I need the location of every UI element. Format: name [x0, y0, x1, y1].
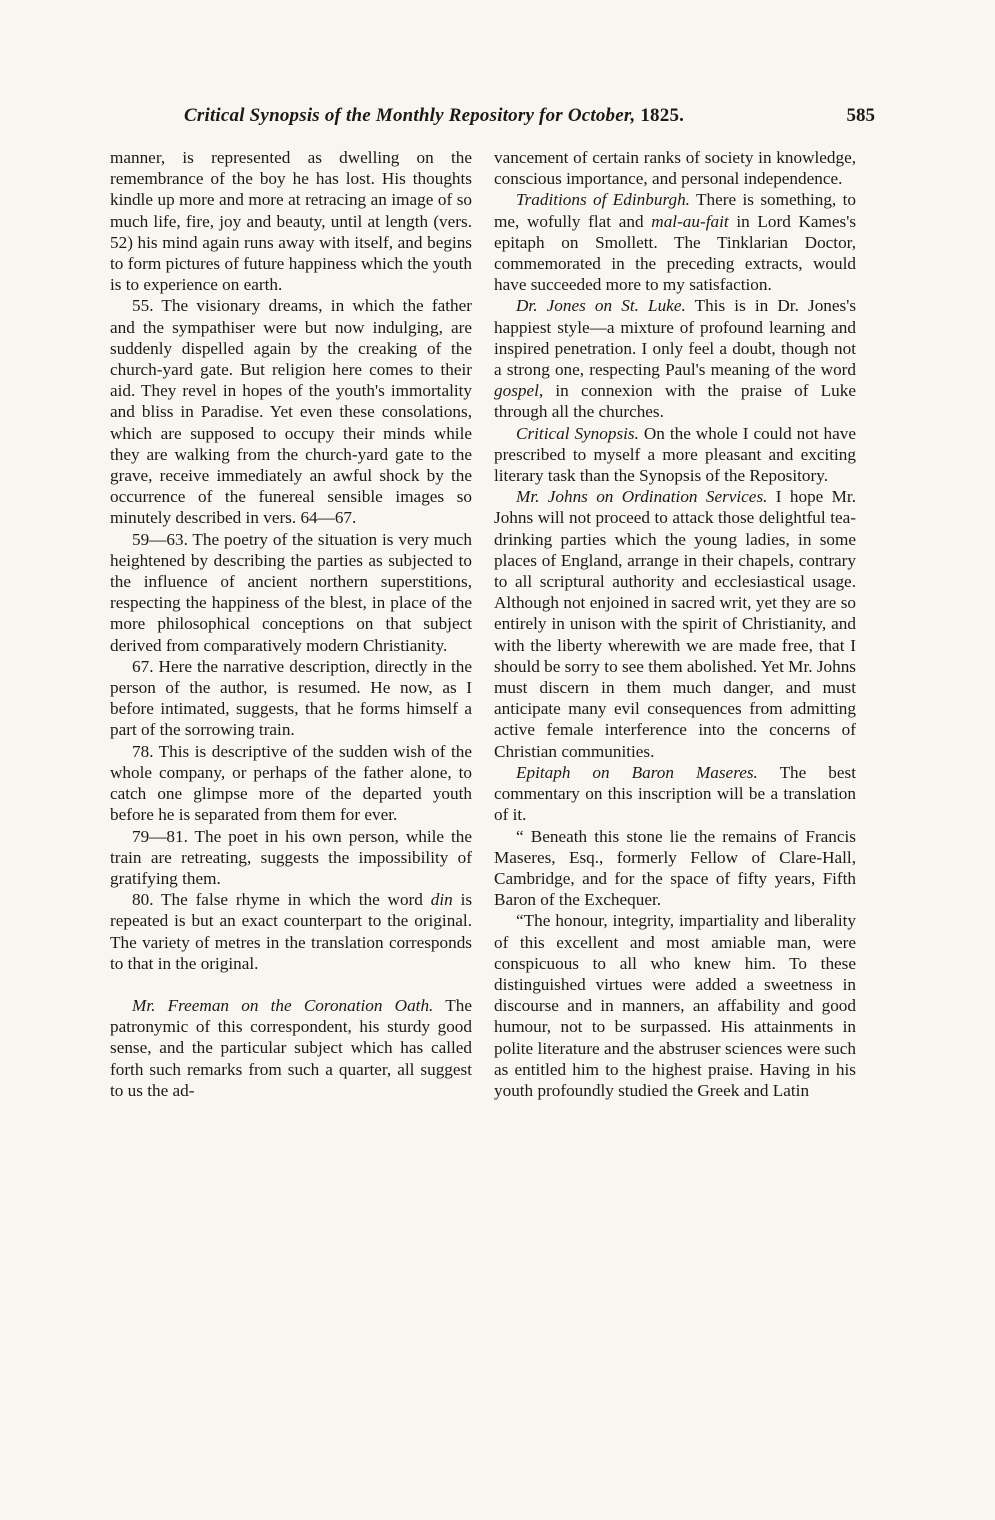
- paragraph: [494, 189, 856, 295]
- paragraph: [494, 295, 856, 422]
- right-column: [494, 147, 856, 1101]
- paragraph: 59—63. The poetry of the situation is very much heightened by describing the parties as subjected to the influence of ancient northern superstitions, respecting the happiness of the blest, in place of the more philosophical conceptions on that subject derived from comparatively modern Christianity.: [110, 529, 472, 655]
- paragraph: [494, 762, 856, 826]
- paragraph: 79—81. The poet in his own person, while the train are retreating, suggests the impossibility of gratifying them.: [110, 826, 472, 888]
- italic-word: mal-au-fait: [651, 211, 729, 231]
- running-title-year: 1825.: [640, 105, 685, 126]
- section-heading: Mr. Freeman on the Coronation Oath.: [132, 995, 434, 1015]
- running-title: [184, 105, 684, 127]
- running-title-text: Critical Synopsis of the Monthly Repository for October,: [184, 105, 636, 126]
- section-heading: Epitaph on Baron Maseres.: [516, 762, 758, 782]
- paragraph: 78. This is descriptive of the sudden wish of the whole company, or perhaps of the father alone, to catch one glimpse more of the departed youth before he is separated from them for ever.: [110, 741, 472, 825]
- left-column: [110, 147, 472, 1101]
- paragraph: “ Beneath this stone lie the remains of Francis Maseres, Esq., formerly Fellow of Clare-Hall, Cambridge, and for the space of fifty years, Fifth Baron of the Exchequer.: [494, 826, 856, 910]
- paragraph: [494, 423, 856, 487]
- text-run: I hope Mr. Johns will not proceed to attack those delightful tea-drinking parties which the young ladies, in some places of England, arrange in their chapels, contrary to all scriptural authority and ecclesiastical usage. Although not enjoined in sacred writ, yet they are so entirely in unison with the spirit of Christianity, and with the liberty wherewith we are made free, that I should be sorry to see them abolished. Yet Mr. Johns must discern in them much danger, and must anticipate many evil consequences from admitting active female interference into the concerns of Christian communities.: [494, 487, 856, 761]
- section-heading: Dr. Jones on St. Luke.: [516, 296, 686, 316]
- italic-word: din: [430, 890, 453, 910]
- section-heading: Mr. Johns on Ordination Services.: [516, 487, 768, 507]
- italic-word: gospel,: [494, 381, 544, 401]
- paragraph: [494, 486, 856, 762]
- paragraph: [110, 889, 472, 974]
- text-run: On the whole I could not have prescribed to myself a more pleasant and exciting literary task than the Synopsis of the Repository.: [494, 423, 856, 486]
- page-number: 585: [846, 105, 875, 126]
- text-run: The patronymic of this correspondent, his sturdy good sense, and the particular subject which has called forth such remarks from such a quarter, all suggest to us the ad-: [110, 995, 472, 1100]
- paragraph: vancement of certain ranks of society in knowledge, conscious importance, and personal independence.: [494, 148, 856, 189]
- section-heading: Critical Synopsis.: [516, 423, 639, 443]
- text-run: in Lord Kames's epitaph on Smollett. The Tinklarian Doctor, commemorated in the preceding extracts, would have succeeded more to my satisfaction.: [494, 211, 857, 295]
- paragraph: 55. The visionary dreams, in which the father and the sympathiser were but now indulging, are suddenly dispelled again by the creaking of the church-yard gate. But religion here comes to their aid. They revel in hopes of the youth's immortality and bliss in Paradise. Yet even these consolations, which are supposed to occupy their minds while they are walking from the church-yard gate to the grave, receive immediately an awful shock by the occurrence of the funereal sensible images so minutely described in vers. 64—67.: [110, 296, 472, 528]
- section-heading: Traditions of Edinburgh.: [516, 190, 690, 210]
- paragraph: 67. Here the narrative description, directly in the person of the author, is resumed. He now, as I before intimated, suggests, that he forms himself a part of the sorrowing train.: [110, 656, 472, 740]
- text-run: is repeated is but an exact counterpart to the original. The variety of metres in the translation corresponds to that in the original.: [110, 890, 473, 973]
- text-run: This is in Dr. Jones's happiest style—a mixture of profound learning and inspired penetration. I only feel a doubt, though not a strong one, respecting Paul's meaning of the word: [494, 296, 857, 380]
- paragraph: [110, 995, 472, 1101]
- text-run: There is something, to me, wofully flat and: [494, 190, 856, 231]
- text-run: in connexion with the praise of Luke through all the churches.: [494, 381, 856, 422]
- running-header: [170, 105, 875, 135]
- paragraph: manner, is represented as dwelling on the remembrance of the boy he has lost. His thoughts kindle up more and more at retracing an image of so much life, fire, joy and beauty, until at length (vers. 52) his mind again runs away with itself, and begins to form pictures of future happiness which the youth is to experience on earth.: [110, 148, 472, 295]
- text-run: The best commentary on this inscription will be a translation of it.: [494, 762, 856, 825]
- paragraph: “The honour, integrity, impartiality and liberality of this excellent and most amiable man, were conspicuous to all who knew him. To these distinguished virtues were added a sweetness in discourse and in manners, an affability and good humour, not to be surpassed. His attainments in polite literature and the abstruser sciences were such as entitled him to the highest praise. Having in his youth profoundly studied the Greek and Latin: [494, 911, 856, 1100]
- text-run: 80. The false rhyme in which the word: [132, 890, 423, 910]
